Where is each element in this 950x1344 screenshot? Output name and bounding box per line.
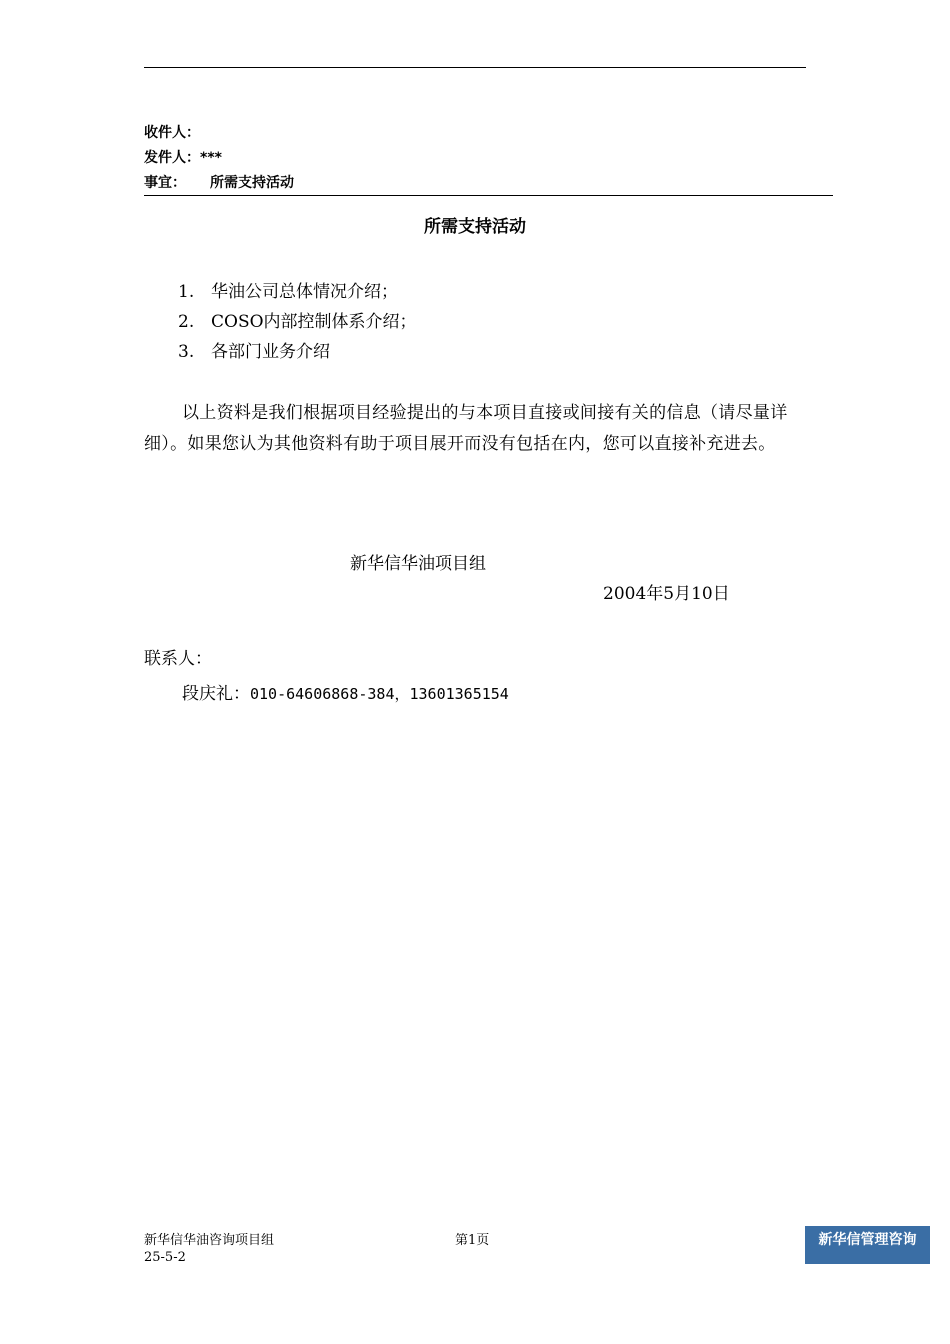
list-item bbox=[178, 281, 398, 303]
list-number: 3. bbox=[178, 342, 195, 362]
list-item bbox=[178, 341, 330, 363]
header-rule bbox=[144, 67, 806, 68]
recipient-line bbox=[144, 124, 200, 142]
sender-label: 发件人：*** bbox=[144, 150, 222, 166]
body-paragraph: 以上资料是我们根据项目经验提出的与本项目直接或间接有关的信息（请尽量详细）。如果您认为其他资料有助于项目展开而没有包括在内，您可以直接补充进去。 bbox=[144, 403, 788, 454]
subject-label: 事宜： bbox=[144, 175, 186, 191]
list-text: COSO内部控制体系介绍； bbox=[211, 312, 417, 332]
contact-phones: 010-64606868-384，13601365154 bbox=[250, 685, 509, 703]
signature-group: 新华信华油项目组 bbox=[350, 554, 486, 574]
footer-project: 新华信华油咨询项目组 bbox=[144, 1233, 275, 1248]
sender-line bbox=[144, 149, 222, 167]
list-number: 2. bbox=[178, 312, 195, 332]
signature-date: 2004年5月10日 bbox=[603, 584, 730, 604]
subject-value: 所需支持活动 bbox=[210, 175, 294, 191]
list-text: 华油公司总体情况介绍； bbox=[211, 282, 398, 302]
subject-line bbox=[144, 174, 294, 192]
list-number: 1. bbox=[178, 282, 195, 302]
page-title: 所需支持活动 bbox=[424, 217, 526, 237]
contact-line bbox=[182, 683, 509, 705]
contact-label: 联系人： bbox=[144, 649, 212, 669]
list-item bbox=[178, 311, 417, 333]
page-number: 第1页 bbox=[455, 1233, 490, 1248]
contact-name: 段庆礼： bbox=[182, 684, 250, 704]
footer-date: 25-5-2 bbox=[144, 1250, 186, 1265]
subject-rule bbox=[144, 195, 833, 196]
brand-logo: 新华信管理咨询 bbox=[805, 1226, 930, 1264]
recipient-label: 收件人： bbox=[144, 125, 200, 141]
list-text: 各部门业务介绍 bbox=[211, 342, 330, 362]
